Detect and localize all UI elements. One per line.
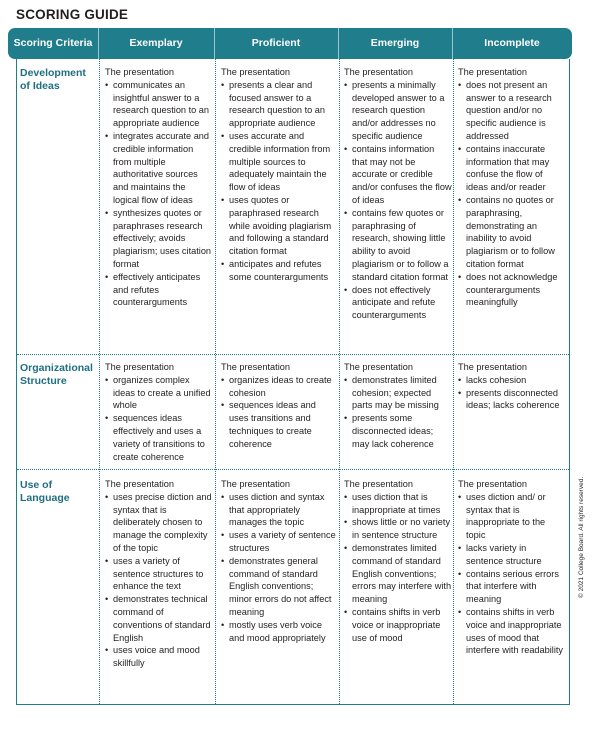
bullet-item: • uses diction that is inappropriate at times [344, 491, 452, 517]
scoring-table [16, 59, 570, 705]
bullet-item: • contains serious errors that interfere with meaning [458, 568, 566, 606]
table-header [8, 28, 572, 59]
cell-incomplete [458, 66, 566, 309]
cell-intro: The presentation [458, 479, 527, 489]
bullet-item: • uses voice and mood skillfully [105, 644, 213, 670]
cell-intro: The presentation [344, 479, 413, 489]
cell-intro: The presentation [105, 362, 174, 372]
bullet-item: • does not acknowledge counterarguments meaningfully [458, 271, 566, 309]
bullet-item: • uses a variety of sentence structures [221, 529, 337, 555]
criterion-label: Development of Ideas [20, 67, 86, 92]
page-title: SCORING GUIDE [16, 7, 129, 22]
row-divider [17, 354, 569, 355]
bullet-item: • communicates an insightful answer to a research question to an appropriate audience [105, 79, 213, 130]
bullet-item: • shows little or no variety in sentence structure [344, 516, 452, 542]
cell-intro: The presentation [221, 479, 290, 489]
cell-exemplary [105, 66, 213, 309]
bullet-item: • contains shifts in verb voice or inappropriate use of mood [344, 606, 452, 644]
bullet-list [221, 491, 337, 645]
bullet-item: • presents some disconnected ideas; may lack coherence [344, 412, 452, 450]
cell-intro: The presentation [105, 479, 174, 489]
bullet-item: • demonstrates limited cohesion; expected parts may be missing [344, 374, 452, 412]
cell-proficient [221, 361, 337, 451]
cell-exemplary [105, 478, 213, 670]
bullet-item: • contains shifts in verb voice and inappropriate uses of mood that interfere with readability [458, 606, 566, 657]
bullet-item: • demonstrates technical command of conventions of standard English [105, 593, 213, 644]
bullet-item: • presents a minimally developed answer to a research question and/or addresses no specific audience [344, 79, 452, 143]
cell-intro: The presentation [105, 67, 174, 77]
bullet-list [458, 79, 566, 309]
bullet-list [344, 374, 452, 451]
bullet-item: • presents disconnected ideas; lacks coherence [458, 387, 566, 413]
cell-incomplete [458, 478, 566, 657]
column-divider [215, 59, 216, 704]
cell-emerging [344, 361, 452, 451]
bullet-item: • uses diction and/ or syntax that is inappropriate to the topic [458, 491, 566, 542]
cell-exemplary [105, 361, 213, 463]
bullet-item: • demonstrates general command of standard English conventions; minor errors do not affect meaning [221, 555, 337, 619]
bullet-list [221, 79, 337, 284]
bullet-list [105, 374, 213, 464]
header-scoring-criteria: Scoring Criteria [13, 36, 93, 49]
bullet-list [344, 79, 452, 322]
bullet-list [105, 491, 213, 670]
bullet-item: • does not present an answer to a research question and/or no specific audience is addressed [458, 79, 566, 143]
bullet-list [458, 491, 566, 657]
bullet-item: • demonstrates limited command of standard English conventions; errors may interfere with meaning [344, 542, 452, 606]
bullet-item: • lacks cohesion [458, 374, 566, 387]
column-divider [453, 59, 454, 704]
bullet-list [458, 374, 566, 412]
cell-emerging [344, 478, 452, 644]
bullet-list [105, 79, 213, 309]
criterion-label: Organizational Structure [20, 362, 93, 387]
cell-intro: The presentation [344, 67, 413, 77]
bullet-item: • contains few quotes or paraphrasing of research, showing little ability to avoid plagiarism or to follow a standard citation format [344, 207, 452, 284]
bullet-item: • integrates accurate and credible information from multiple authoritative sources and maintains the logical flow of ideas [105, 130, 213, 207]
bullet-item: • synthesizes quotes or paraphrases research effectively; avoids plagiarism; uses citation format [105, 207, 213, 271]
bullet-item: • sequences ideas effectively and uses a variety of transitions to create coherence [105, 412, 213, 463]
bullet-item: • uses quotes or paraphrased research while avoiding plagiarism and following a standard citation format [221, 194, 337, 258]
header-proficient: Proficient [251, 36, 301, 49]
cell-intro: The presentation [458, 362, 527, 372]
bullet-item: • organizes complex ideas to create a unified whole [105, 374, 213, 412]
cell-intro: The presentation [458, 67, 527, 77]
cell-incomplete [458, 361, 566, 412]
bullet-item: • does not effectively anticipate and refute counterarguments [344, 284, 452, 322]
bullet-item: • anticipates and refutes some counterarguments [221, 258, 337, 284]
bullet-item: • presents a clear and focused answer to a research question to an appropriate audience [221, 79, 337, 130]
bullet-item: • uses precise diction and syntax that is deliberately chosen to manage the complexity of the topic [105, 491, 213, 555]
row-divider [17, 469, 569, 470]
bullet-list [221, 374, 337, 451]
header-emerging: Emerging [370, 36, 420, 49]
bullet-list [344, 491, 452, 645]
bullet-item: • contains no quotes or paraphrasing, demonstrating an inability to avoid plagiarism or to follow citation format [458, 194, 566, 271]
bullet-item: • effectively anticipates and refutes counterarguments [105, 271, 213, 309]
bullet-item: • sequences ideas and uses transitions and techniques to create coherence [221, 399, 337, 450]
copyright-notice: © 2021 College Board. All rights reserved. [578, 476, 585, 598]
bullet-item: • organizes ideas to create cohesion [221, 374, 337, 400]
cell-intro: The presentation [221, 67, 290, 77]
bullet-item: • uses accurate and credible information from multiple sources to adequately maintain the flow of ideas [221, 130, 337, 194]
bullet-item: • uses a variety of sentence structures to enhance the text [105, 555, 213, 593]
cell-emerging [344, 66, 452, 322]
bullet-item: • contains inaccurate information that may confuse the flow of ideas and/or reader [458, 143, 566, 194]
column-divider [339, 59, 340, 704]
header-exemplary: Exemplary [129, 36, 183, 49]
criterion-label: Use of Language [20, 479, 70, 504]
bullet-item: • uses diction and syntax that appropriately manages the topic [221, 491, 337, 529]
cell-intro: The presentation [344, 362, 413, 372]
cell-intro: The presentation [221, 362, 290, 372]
bullet-item: • lacks variety in sentence structure [458, 542, 566, 568]
bullet-item: • contains information that may not be accurate or credible and/or confuses the flow of ideas [344, 143, 452, 207]
cell-proficient [221, 478, 337, 644]
bullet-item: • mostly uses verb voice and mood appropriately [221, 619, 337, 645]
header-incomplete: Incomplete [484, 36, 540, 49]
cell-proficient [221, 66, 337, 284]
